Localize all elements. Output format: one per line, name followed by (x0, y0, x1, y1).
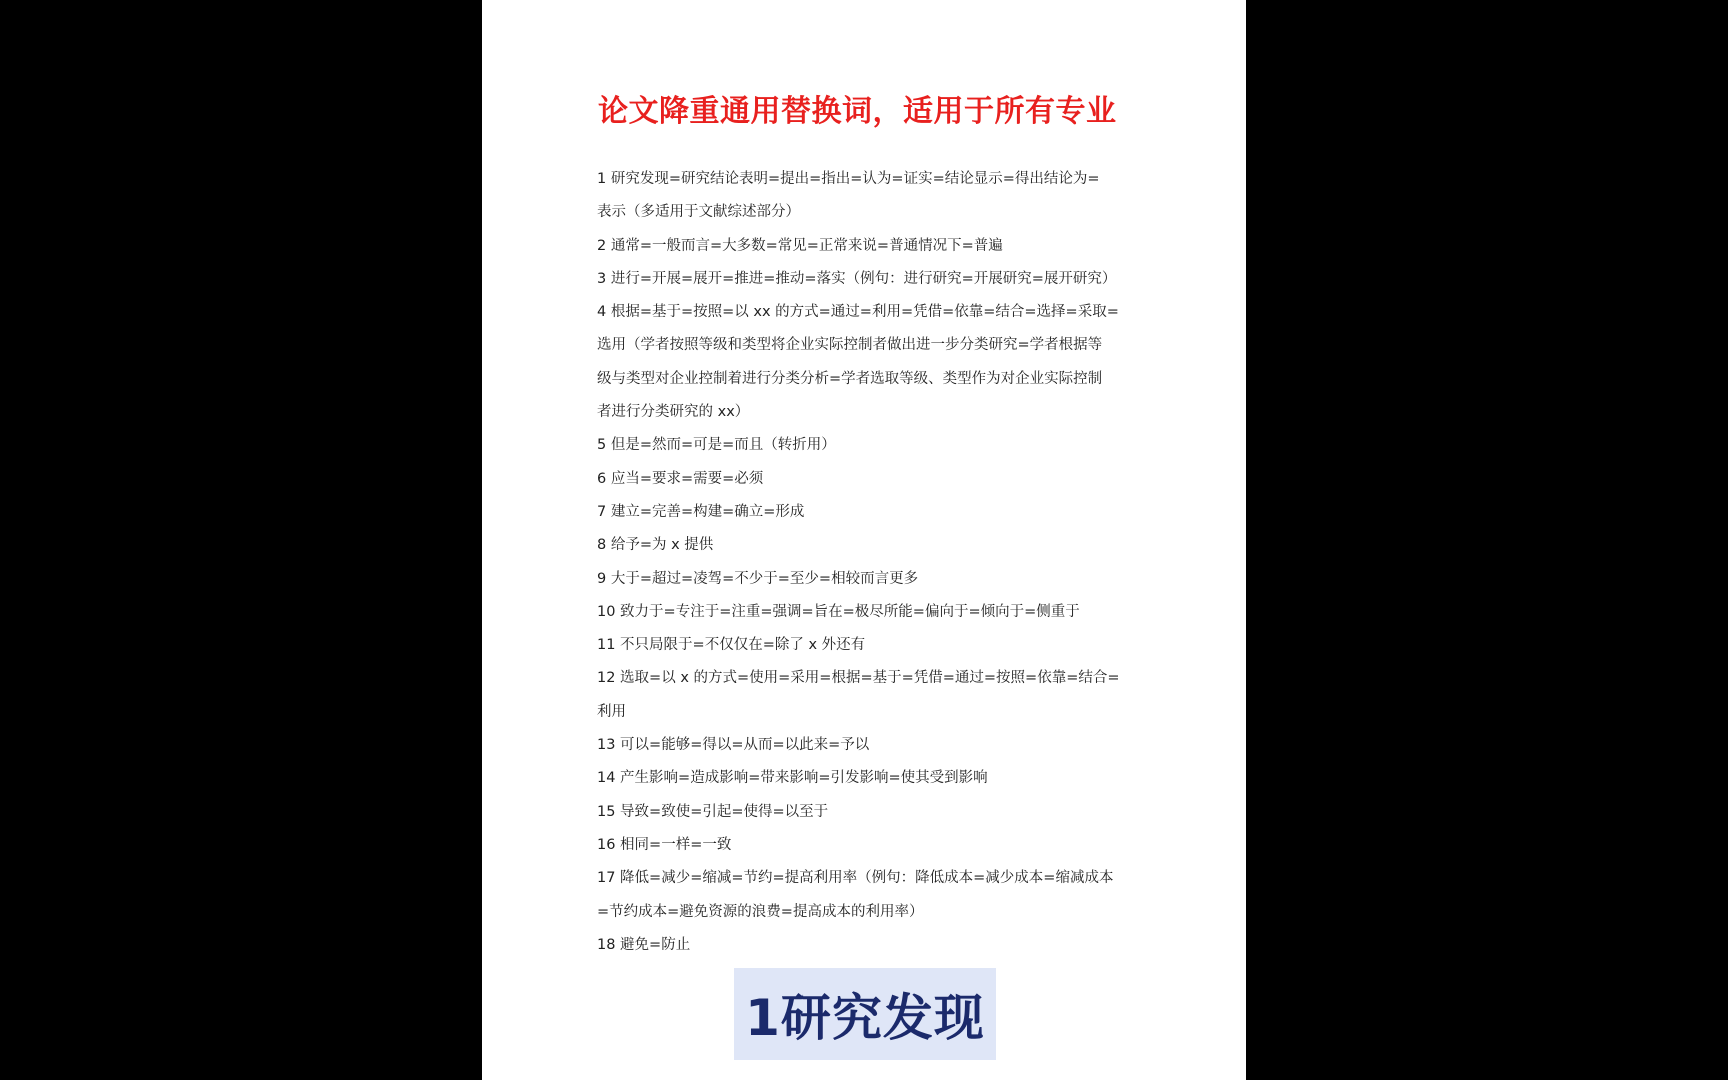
document-title: 论文降重通用替换词，适用于所有专业 (598, 94, 1117, 129)
list-line: 8 给予=为 x 提供 (597, 537, 714, 554)
list-line: 17 降低=减少=缩减=节约=提高利用率（例句：降低成本=减少成本=缩减成本 (597, 870, 1114, 887)
list-line: 1 研究发现=研究结论表明=提出=指出=认为=证实=结论显示=得出结论为= (597, 171, 1100, 187)
list-line: 11 不只局限于=不仅仅在=除了 x 外还有 (597, 637, 866, 654)
list-line: 12 选取=以 x 的方式=使用=采用=根据=基于=凭借=通过=按照=依靠=结合= (597, 670, 1120, 687)
document-page (482, 0, 1246, 1080)
list-line: 3 进行=开展=展开=推进=推动=落实（例句：进行研究=开展研究=展开研究） (597, 270, 1117, 287)
caption-text: 1研究发现 (745, 989, 985, 1047)
list-line: 9 大于=超过=凌驾=不少于=至少=相较而言更多 (597, 570, 919, 587)
list-line: 利用 (597, 703, 626, 720)
list-line: 7 建立=完善=构建=确立=形成 (597, 503, 805, 520)
list-line: 选用（学者按照等级和类型将企业实际控制者做出进一步分类研究=学者根据等 (597, 337, 1103, 354)
list-line: =节约成本=避免资源的浪费=提高成本的利用率） (597, 903, 924, 920)
list-line: 15 导致=致使=引起=使得=以至于 (597, 803, 829, 820)
list-line: 18 避免=防止 (597, 936, 691, 953)
list-line: 6 应当=要求=需要=必须 (597, 470, 764, 487)
list-line: 4 根据=基于=按照=以 xx 的方式=通过=利用=凭借=依靠=结合=选择=采取= (597, 304, 1119, 321)
list-line: 2 通常=一般而言=大多数=常见=正常来说=普通情况下=普遍 (597, 237, 1003, 254)
list-line: 10 致力于=专注于=注重=强调=旨在=极尽所能=偏向于=倾向于=侧重于 (597, 603, 1080, 620)
synonym-list (597, 163, 1137, 962)
list-line: 13 可以=能够=得以=从而=以此来=予以 (597, 737, 870, 754)
list-line: 表示（多适用于文献综述部分） (597, 204, 800, 221)
list-line: 14 产生影响=造成影响=带来影响=引发影响=使其受到影响 (597, 770, 988, 787)
list-line: 16 相同=一样=一致 (597, 836, 732, 853)
list-line: 者进行分类研究的 xx） (597, 404, 750, 421)
list-line: 级与类型对企业控制着进行分类分析=学者选取等级、类型作为对企业实际控制 (597, 370, 1103, 387)
subtitle-caption (734, 968, 996, 1060)
list-line: 5 但是=然而=可是=而且（转折用） (597, 437, 836, 454)
